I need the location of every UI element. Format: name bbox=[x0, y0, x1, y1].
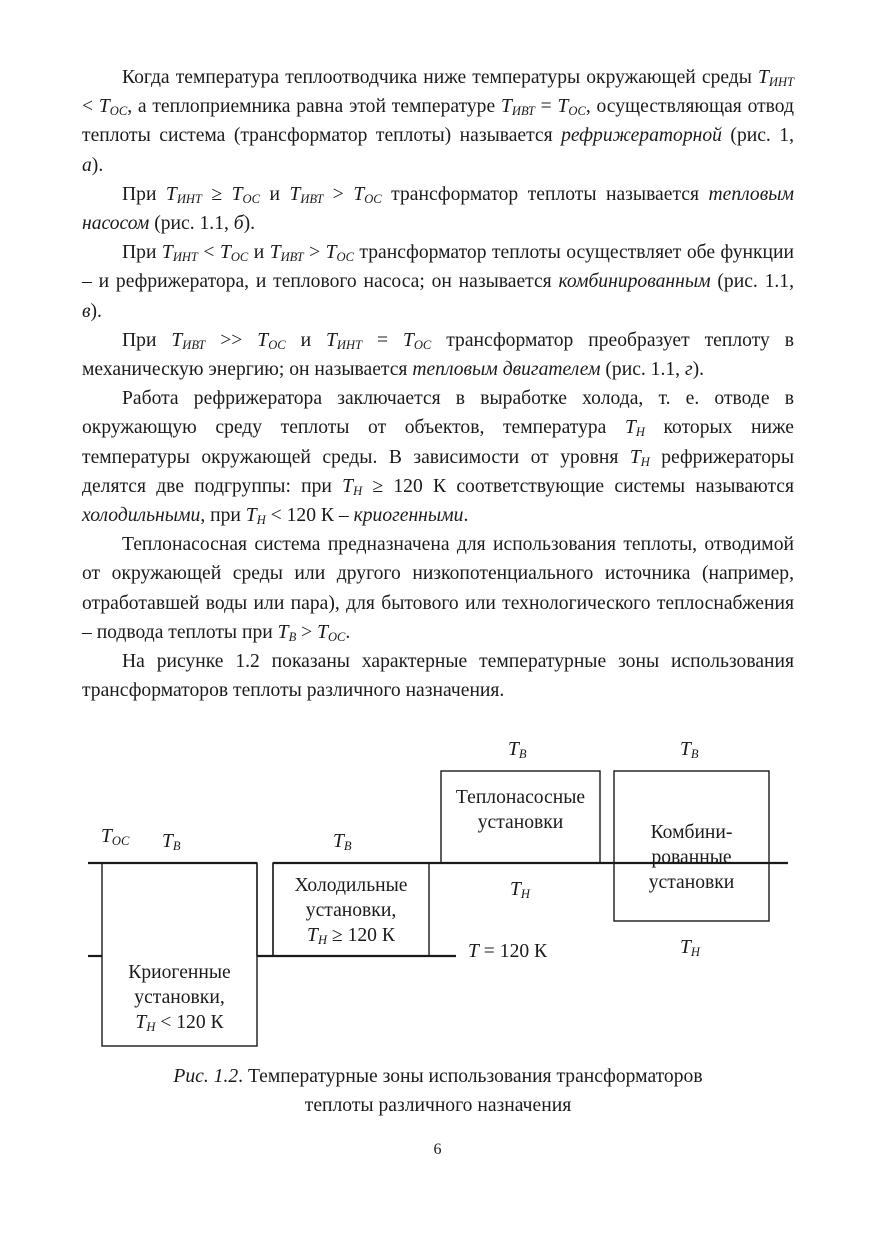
tv-label-cold: $T_В$ bbox=[333, 831, 352, 854]
body-text bbox=[82, 63, 794, 705]
tv-label-combined: $T_В$ bbox=[680, 739, 699, 762]
tn-label-combined: $T_Н$ bbox=[680, 937, 700, 960]
tv-label-heatpump: $T_В$ bbox=[508, 739, 527, 762]
paragraph-3: При $T_{ИНТ} < T_{ОС}$ и $T_{ИВТ} > T_{ОС}$ трансформатор теплоты осуществляет обе функции – и рефрижератора, и теплового насоса; он называется комбинированным (рис. 1.1, в). bbox=[82, 242, 794, 322]
tos-label: $T_{ОС}$ bbox=[101, 826, 130, 849]
paragraph-7: На рисунке 1.2 показаны характерные температурные зоны использования трансформаторов теплоты различного назначения. bbox=[82, 651, 794, 702]
figure-caption: Рис. 1.2. Температурные зоны использования трансформаторов теплоты различного назначения bbox=[173, 1066, 703, 1116]
paragraph-6: Теплонасосная система предназначена для использования теплоты, отводимой от окружающей среды или другого низкопотенциального источника (например, отработавшей воды или пара), для бытового или технологического теплоснабжения – подвода теплоты при $T_В > T_{ОС}$. bbox=[82, 534, 794, 644]
heatpump-box-label: Теплонасосные установки bbox=[455, 787, 586, 833]
t120-label: T = 120 К bbox=[468, 941, 548, 962]
temperature-zones-figure bbox=[0, 730, 875, 1060]
combined-box-label: Комбини- рованные установки bbox=[648, 822, 735, 893]
tv-label-cryo: $T_В$ bbox=[162, 831, 181, 854]
paragraph-2: При $T_{ИНТ} \ge T_{ОС}$ и $T_{ИВТ} > T_{ОС}$ трансформатор теплоты называется тепловым насосом (рис. 1.1, б). bbox=[82, 183, 794, 235]
cold-box-label: Холодильные установки, $T_Н \ge 120$ К bbox=[294, 875, 408, 948]
cryo-box-label: Криогенные установки, $T_Н < 120$ К bbox=[128, 962, 231, 1035]
paragraph-1: Когда температура теплоотводчика ниже температуры окружающей среды $T_{ИНТ} < T_{ОС}$, а теплоприемника равна этой температуре $T_{ИВТ} = T_{ОС}$, осуществляющая отвод теплоты система (трансформатор теплоты) называется рефрижераторной (рис. 1, а). bbox=[82, 67, 795, 176]
page-number: 6 bbox=[433, 1141, 442, 1158]
paragraph-4: При $T_{ИВТ} >> T_{ОС}$ и $T_{ИНТ} = T_{ОС}$ трансформатор преобразует теплоту в механическую энергию; он называется тепловым двигателем (рис. 1.1, г). bbox=[82, 329, 794, 381]
paragraph-5: Работа рефрижератора заключается в выработке холода, т. е. отводе в окружающую среду теплоты от объектов, температура $T_Н$ которых ниже температуры окружающей среды. В зависимости от уровня $T_Н$ рефрижераторы делятся две подгруппы: при $T_Н \ge 120$ К соответствующие системы называются холодильными, при $T_Н < 120$ К – криогенными. bbox=[82, 388, 794, 528]
tn-label-heatpump: $T_Н$ bbox=[510, 879, 530, 902]
